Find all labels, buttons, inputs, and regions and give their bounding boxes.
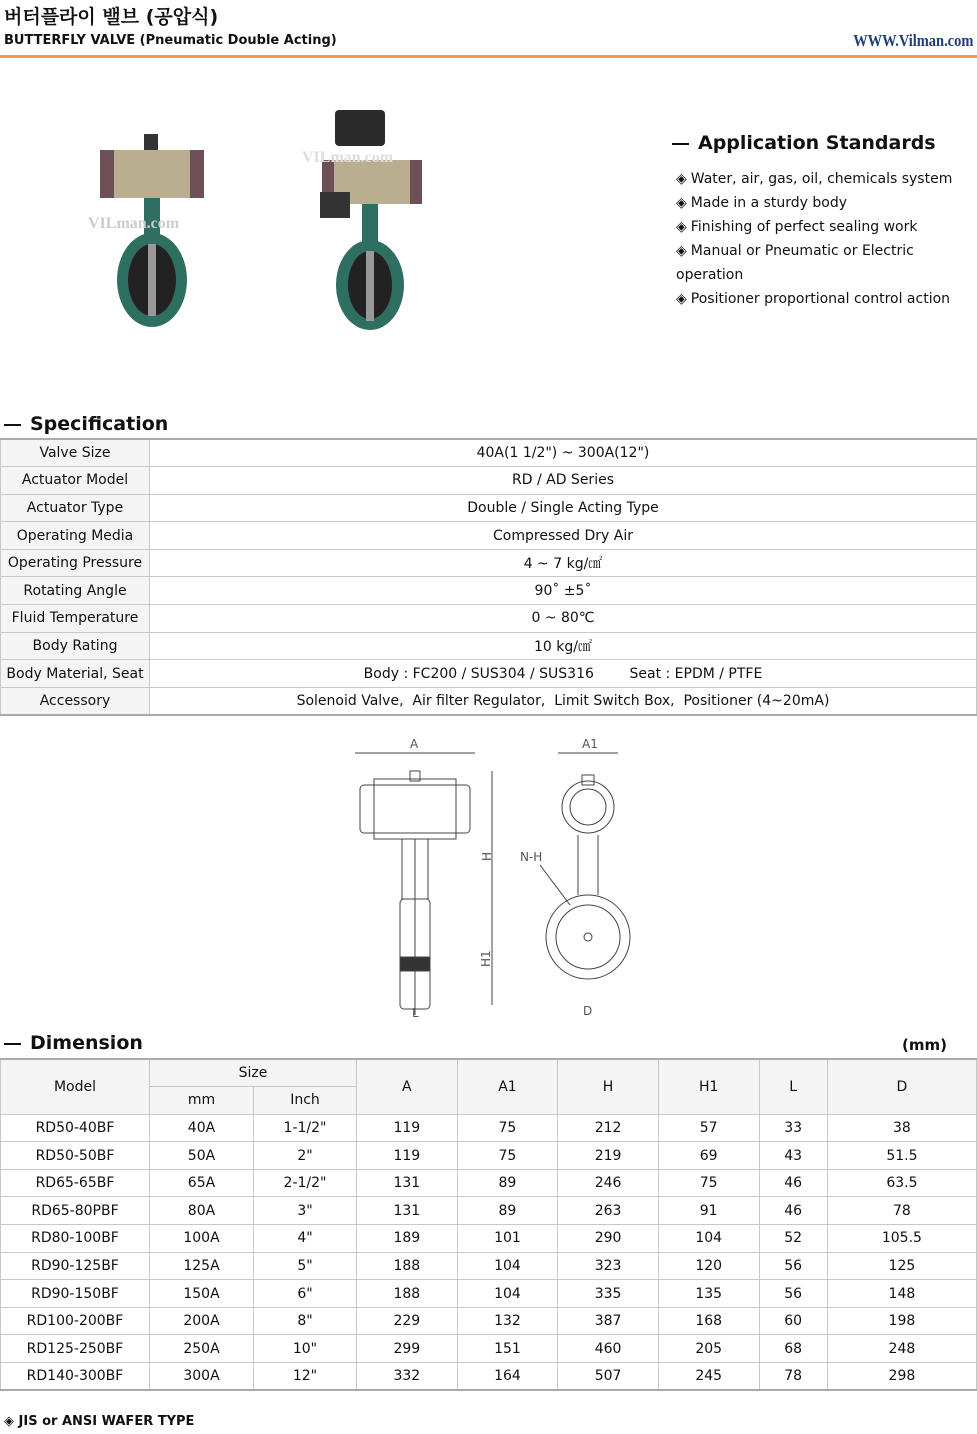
- table-cell: 5": [254, 1252, 357, 1280]
- list-item: ◈ Made in a sturdy body: [676, 191, 977, 215]
- spec-value: 10 kg/㎠: [150, 632, 977, 660]
- application-heading: Application Standards: [672, 132, 936, 154]
- table-cell: 132: [457, 1307, 558, 1335]
- table-cell: 75: [457, 1114, 558, 1142]
- table-cell: 100A: [150, 1225, 254, 1253]
- table-cell: 40A: [150, 1114, 254, 1142]
- table-cell: 56: [759, 1280, 827, 1308]
- specification-table: [0, 438, 977, 716]
- table-cell: 290: [558, 1225, 659, 1253]
- spec-value: RD / AD Series: [150, 467, 977, 495]
- spec-value: 4 ~ 7 kg/㎠: [150, 549, 977, 577]
- table-cell: 460: [558, 1335, 659, 1363]
- application-list: [676, 167, 977, 311]
- table-cell: 119: [357, 1114, 458, 1142]
- spec-label: Body Rating: [1, 632, 150, 660]
- footer-note: ◈ JIS or ANSI WAFER TYPE: [4, 1414, 195, 1429]
- spec-value: 40A(1 1/2") ~ 300A(12"): [150, 439, 977, 467]
- table-cell: 4": [254, 1225, 357, 1253]
- list-item: ◈ Water, air, gas, oil, chemicals system: [676, 167, 977, 191]
- spec-label: Actuator Type: [1, 494, 150, 522]
- dimension-heading: Dimension: [4, 1032, 143, 1054]
- table-cell: 125A: [150, 1252, 254, 1280]
- table-cell: 68: [759, 1335, 827, 1363]
- header-inch: Inch: [254, 1087, 357, 1115]
- table-cell: 50A: [150, 1142, 254, 1170]
- table-cell: 104: [457, 1252, 558, 1280]
- dimension-drawing: [340, 735, 640, 1025]
- table-cell: 335: [558, 1280, 659, 1308]
- table-row: [1, 660, 977, 688]
- table-cell: 60: [759, 1307, 827, 1335]
- table-row: [1, 494, 977, 522]
- table-row: [1, 1363, 977, 1391]
- table-cell: 188: [357, 1252, 458, 1280]
- header-divider: [0, 55, 977, 58]
- table-cell: 56: [759, 1252, 827, 1280]
- table-row: [1, 1280, 977, 1308]
- table-cell: 189: [357, 1225, 458, 1253]
- table-cell: 198: [827, 1307, 976, 1335]
- table-cell: 104: [457, 1280, 558, 1308]
- table-row: [1, 522, 977, 550]
- table-cell: 33: [759, 1114, 827, 1142]
- table-row: [1, 1307, 977, 1335]
- label-D: D: [583, 1004, 593, 1018]
- label-A: A: [410, 737, 419, 751]
- table-cell: 6": [254, 1280, 357, 1308]
- table-cell: 75: [457, 1142, 558, 1170]
- table-cell: 105.5: [827, 1225, 976, 1253]
- table-cell: 248: [827, 1335, 976, 1363]
- table-cell: RD50-40BF: [1, 1114, 150, 1142]
- table-cell: 51.5: [827, 1142, 976, 1170]
- table-cell: RD80-100BF: [1, 1225, 150, 1253]
- table-cell: 229: [357, 1307, 458, 1335]
- spec-label: Operating Media: [1, 522, 150, 550]
- table-cell: 131: [357, 1197, 458, 1225]
- spec-label: Body Material, Seat: [1, 660, 150, 688]
- table-cell: RD90-150BF: [1, 1280, 150, 1308]
- spec-label: Accessory: [1, 687, 150, 715]
- table-cell: 323: [558, 1252, 659, 1280]
- watermark: VILman.com: [88, 215, 180, 232]
- table-cell: 299: [357, 1335, 458, 1363]
- table-cell: 38: [827, 1114, 976, 1142]
- table-cell: 332: [357, 1363, 458, 1391]
- table-cell: 135: [658, 1280, 759, 1308]
- table-row: [1, 439, 977, 467]
- table-row: [1, 549, 977, 577]
- table-row: [1, 1169, 977, 1197]
- table-cell: 250A: [150, 1335, 254, 1363]
- unit-label: (mm): [902, 1036, 947, 1054]
- list-item: ◈ Manual or Pneumatic or Electric operation: [676, 239, 977, 287]
- spec-value: 0 ~ 80℃: [150, 605, 977, 633]
- header-h1: H1: [658, 1059, 759, 1114]
- specification-heading: Specification: [4, 413, 168, 435]
- table-cell: 69: [658, 1142, 759, 1170]
- table-cell: 205: [658, 1335, 759, 1363]
- table-cell: 246: [558, 1169, 659, 1197]
- table-cell: 120: [658, 1252, 759, 1280]
- table-cell: 63.5: [827, 1169, 976, 1197]
- table-cell: 125: [827, 1252, 976, 1280]
- table-cell: RD100-200BF: [1, 1307, 150, 1335]
- table-cell: 80A: [150, 1197, 254, 1225]
- spec-value: 90˚ ±5˚: [150, 577, 977, 605]
- table-row: [1, 467, 977, 495]
- watermark: VILman.com: [302, 149, 394, 166]
- table-row: [1, 632, 977, 660]
- label-H1: H1: [479, 950, 493, 967]
- table-row: [1, 1197, 977, 1225]
- header-l: L: [759, 1059, 827, 1114]
- spec-value: Double / Single Acting Type: [150, 494, 977, 522]
- table-cell: 65A: [150, 1169, 254, 1197]
- table-cell: 300A: [150, 1363, 254, 1391]
- table-cell: 119: [357, 1142, 458, 1170]
- header-h: H: [558, 1059, 659, 1114]
- header-a1: A1: [457, 1059, 558, 1114]
- table-cell: 387: [558, 1307, 659, 1335]
- spec-label: Fluid Temperature: [1, 605, 150, 633]
- table-cell: 8": [254, 1307, 357, 1335]
- spec-label: Actuator Model: [1, 467, 150, 495]
- table-cell: 78: [759, 1363, 827, 1391]
- table-row: [1, 1114, 977, 1142]
- table-cell: 148: [827, 1280, 976, 1308]
- table-cell: 212: [558, 1114, 659, 1142]
- table-cell: 91: [658, 1197, 759, 1225]
- table-cell: 219: [558, 1142, 659, 1170]
- list-item: ◈ Finishing of perfect sealing work: [676, 215, 977, 239]
- title-english: BUTTERFLY VALVE (Pneumatic Double Acting): [4, 33, 337, 48]
- table-row: [1, 1225, 977, 1253]
- spec-label: Operating Pressure: [1, 549, 150, 577]
- table-cell: 43: [759, 1142, 827, 1170]
- product-photos: [80, 110, 460, 340]
- table-cell: 89: [457, 1197, 558, 1225]
- table-row: [1, 605, 977, 633]
- table-cell: 1-1/2": [254, 1114, 357, 1142]
- table-cell: 101: [457, 1225, 558, 1253]
- table-cell: 245: [658, 1363, 759, 1391]
- website-logo[interactable]: WWW.Vilman.com: [852, 31, 973, 50]
- label-N-H: N-H: [520, 850, 543, 864]
- table-cell: 46: [759, 1169, 827, 1197]
- spec-value: Compressed Dry Air: [150, 522, 977, 550]
- table-row: [1, 1142, 977, 1170]
- table-cell: RD125-250BF: [1, 1335, 150, 1363]
- table-cell: 89: [457, 1169, 558, 1197]
- spec-value: Body : FC200 / SUS304 / SUS316 Seat : EPDM / PTFE: [150, 660, 977, 688]
- table-cell: RD65-65BF: [1, 1169, 150, 1197]
- table-cell: 151: [457, 1335, 558, 1363]
- header-a: A: [357, 1059, 458, 1114]
- spec-label: Valve Size: [1, 439, 150, 467]
- table-cell: 188: [357, 1280, 458, 1308]
- table-cell: RD65-80PBF: [1, 1197, 150, 1225]
- table-cell: 200A: [150, 1307, 254, 1335]
- table-cell: 75: [658, 1169, 759, 1197]
- header-model: Model: [1, 1059, 150, 1114]
- valve-photo-2: [320, 110, 422, 330]
- title-korean: 버터플라이 밸브 (공압식): [4, 6, 219, 28]
- header-d: D: [827, 1059, 976, 1114]
- table-cell: 263: [558, 1197, 659, 1225]
- spec-value: Solenoid Valve, Air filter Regulator, Limit Switch Box, Positioner (4~20mA): [150, 687, 977, 715]
- table-cell: 298: [827, 1363, 976, 1391]
- table-cell: 2-1/2": [254, 1169, 357, 1197]
- dimension-table: [0, 1058, 977, 1391]
- table-cell: 12": [254, 1363, 357, 1391]
- header-size: Size: [150, 1059, 357, 1087]
- table-cell: 131: [357, 1169, 458, 1197]
- table-cell: 78: [827, 1197, 976, 1225]
- table-row: [1, 687, 977, 715]
- table-cell: 52: [759, 1225, 827, 1253]
- spec-label: Rotating Angle: [1, 577, 150, 605]
- table-cell: 57: [658, 1114, 759, 1142]
- table-cell: 164: [457, 1363, 558, 1391]
- table-cell: RD90-125BF: [1, 1252, 150, 1280]
- header-mm: mm: [150, 1087, 254, 1115]
- label-L: L: [412, 1006, 419, 1020]
- table-row: [1, 1335, 977, 1363]
- table-cell: 46: [759, 1197, 827, 1225]
- table-cell: 2": [254, 1142, 357, 1170]
- table-cell: 150A: [150, 1280, 254, 1308]
- table-row: [1, 577, 977, 605]
- table-cell: RD140-300BF: [1, 1363, 150, 1391]
- list-item: ◈ Positioner proportional control action: [676, 287, 977, 311]
- table-cell: 3": [254, 1197, 357, 1225]
- label-A1: A1: [582, 737, 598, 751]
- label-H: H: [480, 851, 494, 861]
- table-cell: 104: [658, 1225, 759, 1253]
- table-cell: 168: [658, 1307, 759, 1335]
- table-row: [1, 1252, 977, 1280]
- table-cell: 10": [254, 1335, 357, 1363]
- table-cell: 507: [558, 1363, 659, 1391]
- table-cell: RD50-50BF: [1, 1142, 150, 1170]
